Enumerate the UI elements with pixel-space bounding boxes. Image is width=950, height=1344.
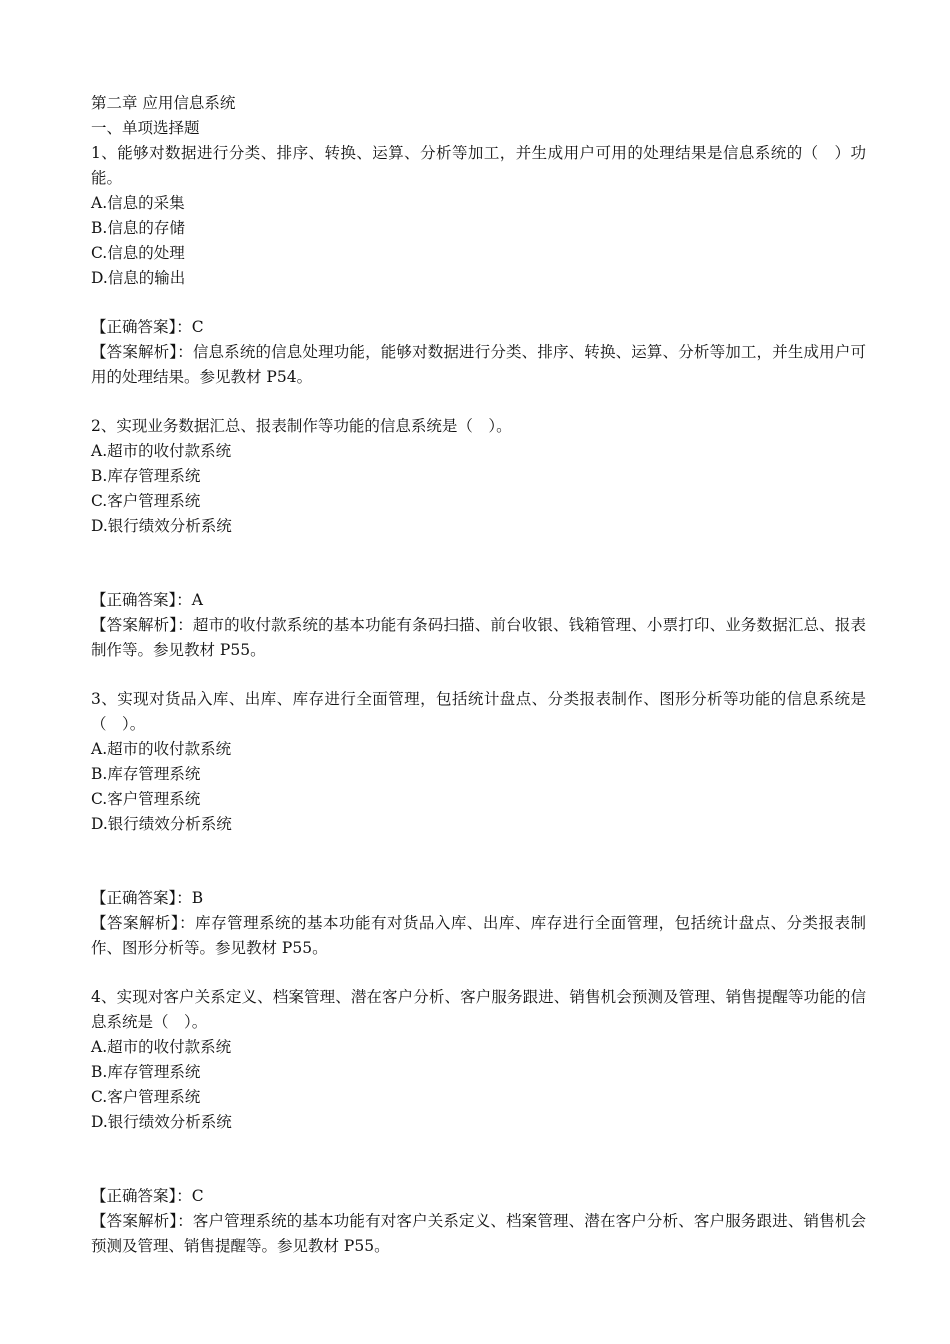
- option-a: A.超市的收付款系统: [91, 740, 232, 758]
- correct-answer: 【正确答案】：A: [91, 591, 203, 609]
- question-text: 1、能够对数据进行分类、排序、转换、运算、分析等加工，并生成用户可用的处理结果是信息系统的（ ）功能。: [91, 144, 866, 187]
- answer-analysis: 【答案解析】：超市的收付款系统的基本功能有条码扫描、前台收银、钱箱管理、小票打印、业务数据汇总、报表制作等。参见教材 P55。: [91, 616, 866, 659]
- option-b: B.库存管理系统: [91, 765, 201, 783]
- option-c: C.客户管理系统: [91, 1088, 201, 1106]
- option-b: B.信息的存储: [91, 219, 185, 237]
- option-a: A.超市的收付款系统: [91, 442, 232, 460]
- chapter-title: 第二章 应用信息系统: [91, 94, 236, 112]
- option-b: B.库存管理系统: [91, 467, 201, 485]
- option-d: D.信息的输出: [91, 269, 186, 287]
- option-c: C.客户管理系统: [91, 790, 201, 808]
- question-text: 2、实现业务数据汇总、报表制作等功能的信息系统是（ ）。: [91, 417, 512, 435]
- question-text: 4、实现对客户关系定义、档案管理、潜在客户分析、客户服务跟进、销售机会预测及管理、销售提醒等功能的信息系统是（ ）。: [91, 988, 866, 1031]
- answer-analysis: 【答案解析】：库存管理系统的基本功能有对货品入库、出库、库存进行全面管理，包括统计盘点、分类报表制作、图形分析等。参见教材 P55。: [91, 914, 866, 957]
- question-3: [91, 687, 866, 961]
- document-content: [91, 91, 866, 1259]
- option-c: C.客户管理系统: [91, 492, 201, 510]
- question-1: [91, 141, 866, 390]
- question-text: 3、实现对货品入库、出库、库存进行全面管理，包括统计盘点、分类报表制作、图形分析等功能的信息系统是（ ）。: [91, 690, 866, 733]
- correct-answer: 【正确答案】：C: [91, 318, 204, 336]
- option-d: D.银行绩效分析系统: [91, 517, 232, 535]
- correct-answer: 【正确答案】：B: [91, 889, 204, 907]
- option-a: A.超市的收付款系统: [91, 1038, 232, 1056]
- option-d: D.银行绩效分析系统: [91, 815, 232, 833]
- answer-analysis: 【答案解析】：信息系统的信息处理功能，能够对数据进行分类、排序、转换、运算、分析等加工，并生成用户可用的处理结果。参见教材 P54。: [91, 343, 866, 386]
- answer-analysis: 【答案解析】：客户管理系统的基本功能有对客户关系定义、档案管理、潜在客户分析、客户服务跟进、销售机会预测及管理、销售提醒等。参见教材 P55。: [91, 1212, 866, 1255]
- correct-answer: 【正确答案】：C: [91, 1187, 204, 1205]
- section-title: 一、单项选择题: [91, 119, 200, 137]
- option-a: A.信息的采集: [91, 194, 185, 212]
- question-4: [91, 985, 866, 1259]
- option-d: D.银行绩效分析系统: [91, 1113, 232, 1131]
- question-2: [91, 414, 866, 663]
- option-b: B.库存管理系统: [91, 1063, 201, 1081]
- option-c: C.信息的处理: [91, 244, 185, 262]
